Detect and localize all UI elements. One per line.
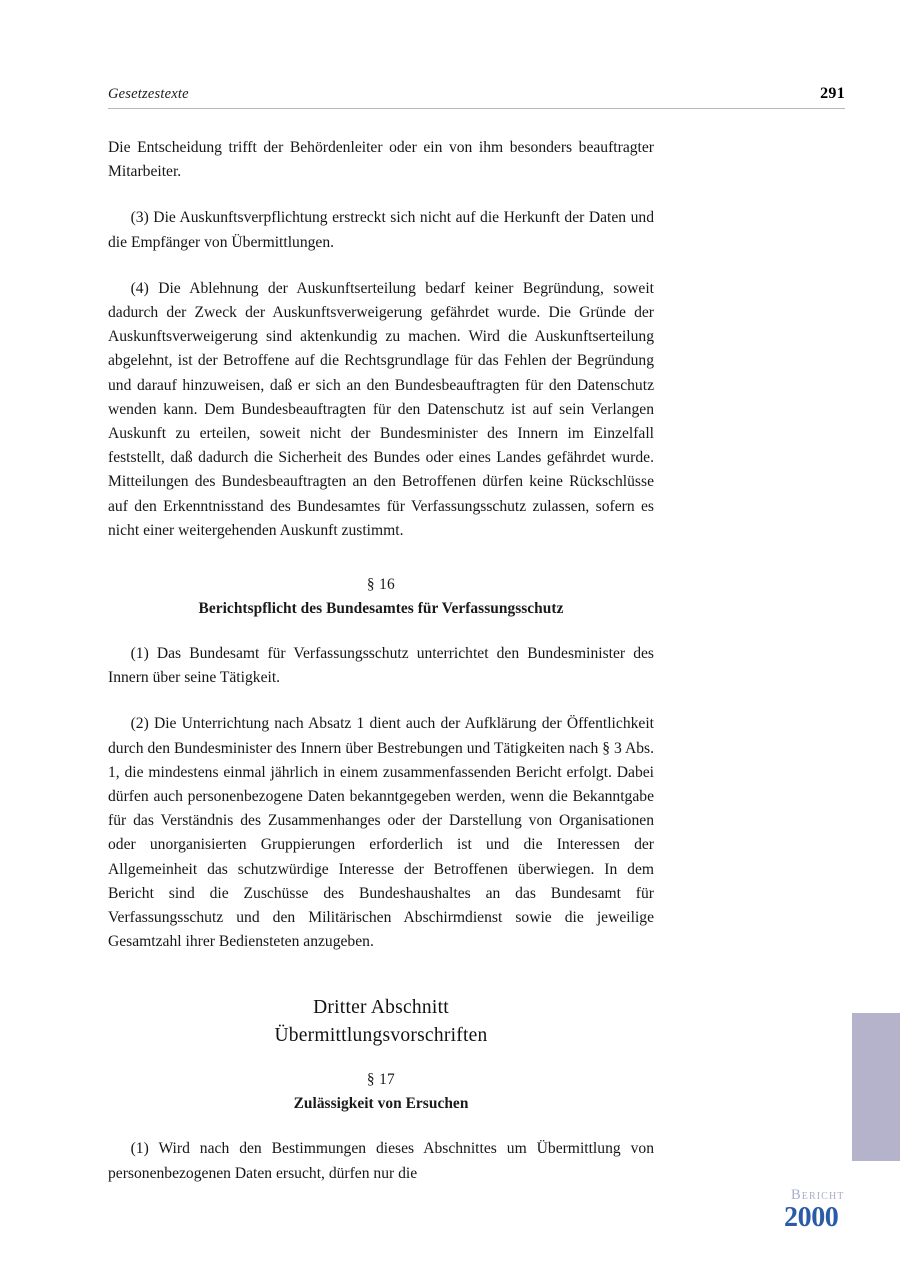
heading-17-title: Zulässigkeit von Ersuchen: [293, 1095, 469, 1113]
heading-16-title: Berichtspflicht des Bundesamtes für Verfassungsschutz: [198, 600, 564, 618]
third-section-line-2: Übermittlungsvorschriften: [274, 1025, 488, 1047]
header-rule: [108, 108, 845, 109]
page-number: 291: [820, 85, 845, 102]
paragraph-absatz-4: (4) Die Ablehnung der Auskunftserteilung bedarf keiner Begründung, soweit dadurch der Zweck der Auskunftsverweigerung gefährdet wurde. Die Gründe der Auskunftsverweigerung sind aktenkundig zu machen. Wird die Auskunftserteilung abgelehnt, ist der Betroffene auf die Rechtsgrundlage für das Fehlen der Begründung und darauf hinzuweisen, daß er sich an den Bundesbeauftragten für den Datenschutz wenden kann. Dem Bundesbeauftragten für den Datenschutz ist auf sein Verlangen Auskunft zu erteilen, soweit nicht der Bundesminister des Innern im Einzelfall feststellt, daß dadurch die Sicherheit des Bundes oder eines Landes gefährdet wurde. Mitteilungen des Bundesbeauftragten an den Betroffenen dürfen keine Rückschlüsse auf den Erkenntnisstand des Bundesamtes für Verfassungsschutz zulassen, sofern es nicht einer weitergehenden Auskunft zustimmt.: [108, 279, 654, 539]
paragraph-intro: Die Entscheidung trifft der Behördenleiter oder ein von ihm besonders beauftragter Mitarbeiter.: [108, 139, 654, 181]
running-head: [108, 85, 845, 109]
paragraph-absatz-3: (3) Die Auskunftsverpflichtung erstreckt sich nicht auf die Herkunft der Daten und die Empfänger von Übermittlungen.: [108, 209, 654, 251]
bericht-2000-logo: [784, 1188, 884, 1232]
heading-third-section: [108, 994, 654, 1050]
heading-paragraph-16: [108, 573, 654, 620]
section-thumb-tab: [852, 1013, 900, 1161]
paragraph-17-absatz-1: (1) Wird nach den Bestimmungen dieses Abschnittes um Übermittlung von personenbezogenen Daten ersucht, dürfen nur die: [108, 1140, 654, 1182]
logo-wordmark-top: Bericht: [791, 1187, 845, 1203]
text-column: [108, 136, 654, 1186]
third-section-line-1: Dritter Abschnitt: [313, 997, 449, 1019]
logo-wordmark-year: 2000: [784, 1201, 839, 1233]
paragraph-16-absatz-1: (1) Das Bundesamt für Verfassungsschutz unterrichtet den Bundesminister des Innern über seine Tätigkeit.: [108, 645, 654, 687]
running-head-title: Gesetzestexte: [108, 86, 189, 102]
heading-17-sign: § 17: [366, 1071, 396, 1089]
heading-16-sign: § 16: [366, 576, 396, 594]
paragraph-16-absatz-2: (2) Die Unterrichtung nach Absatz 1 dient auch der Aufklärung der Öffentlichkeit durch den Bundesminister des Innern über Bestrebungen und Tätigkeiten nach § 3 Abs. 1, die mindestens einmal jährlich in einem zusammenfassenden Bericht erfolgt. Dabei dürfen auch personenbezogene Daten bekanntgegeben werden, wenn die Bekanntgabe für das Verständnis des Zusammenhanges oder der Darstellung von Organisationen oder unorganisierten Gruppierungen erforderlich ist und die Interessen der Allgemeinheit das schutzwürdige Interesse der Betroffenen überwiegen. In dem Bericht sind die Zuschüsse des Bundeshaushaltes an das Bundesamt für Verfassungsschutz und den Militärischen Abschirmdienst sowie die jeweilige Gesamtzahl ihrer Bediensteten anzugeben.: [108, 715, 654, 951]
heading-paragraph-17: [108, 1068, 654, 1115]
